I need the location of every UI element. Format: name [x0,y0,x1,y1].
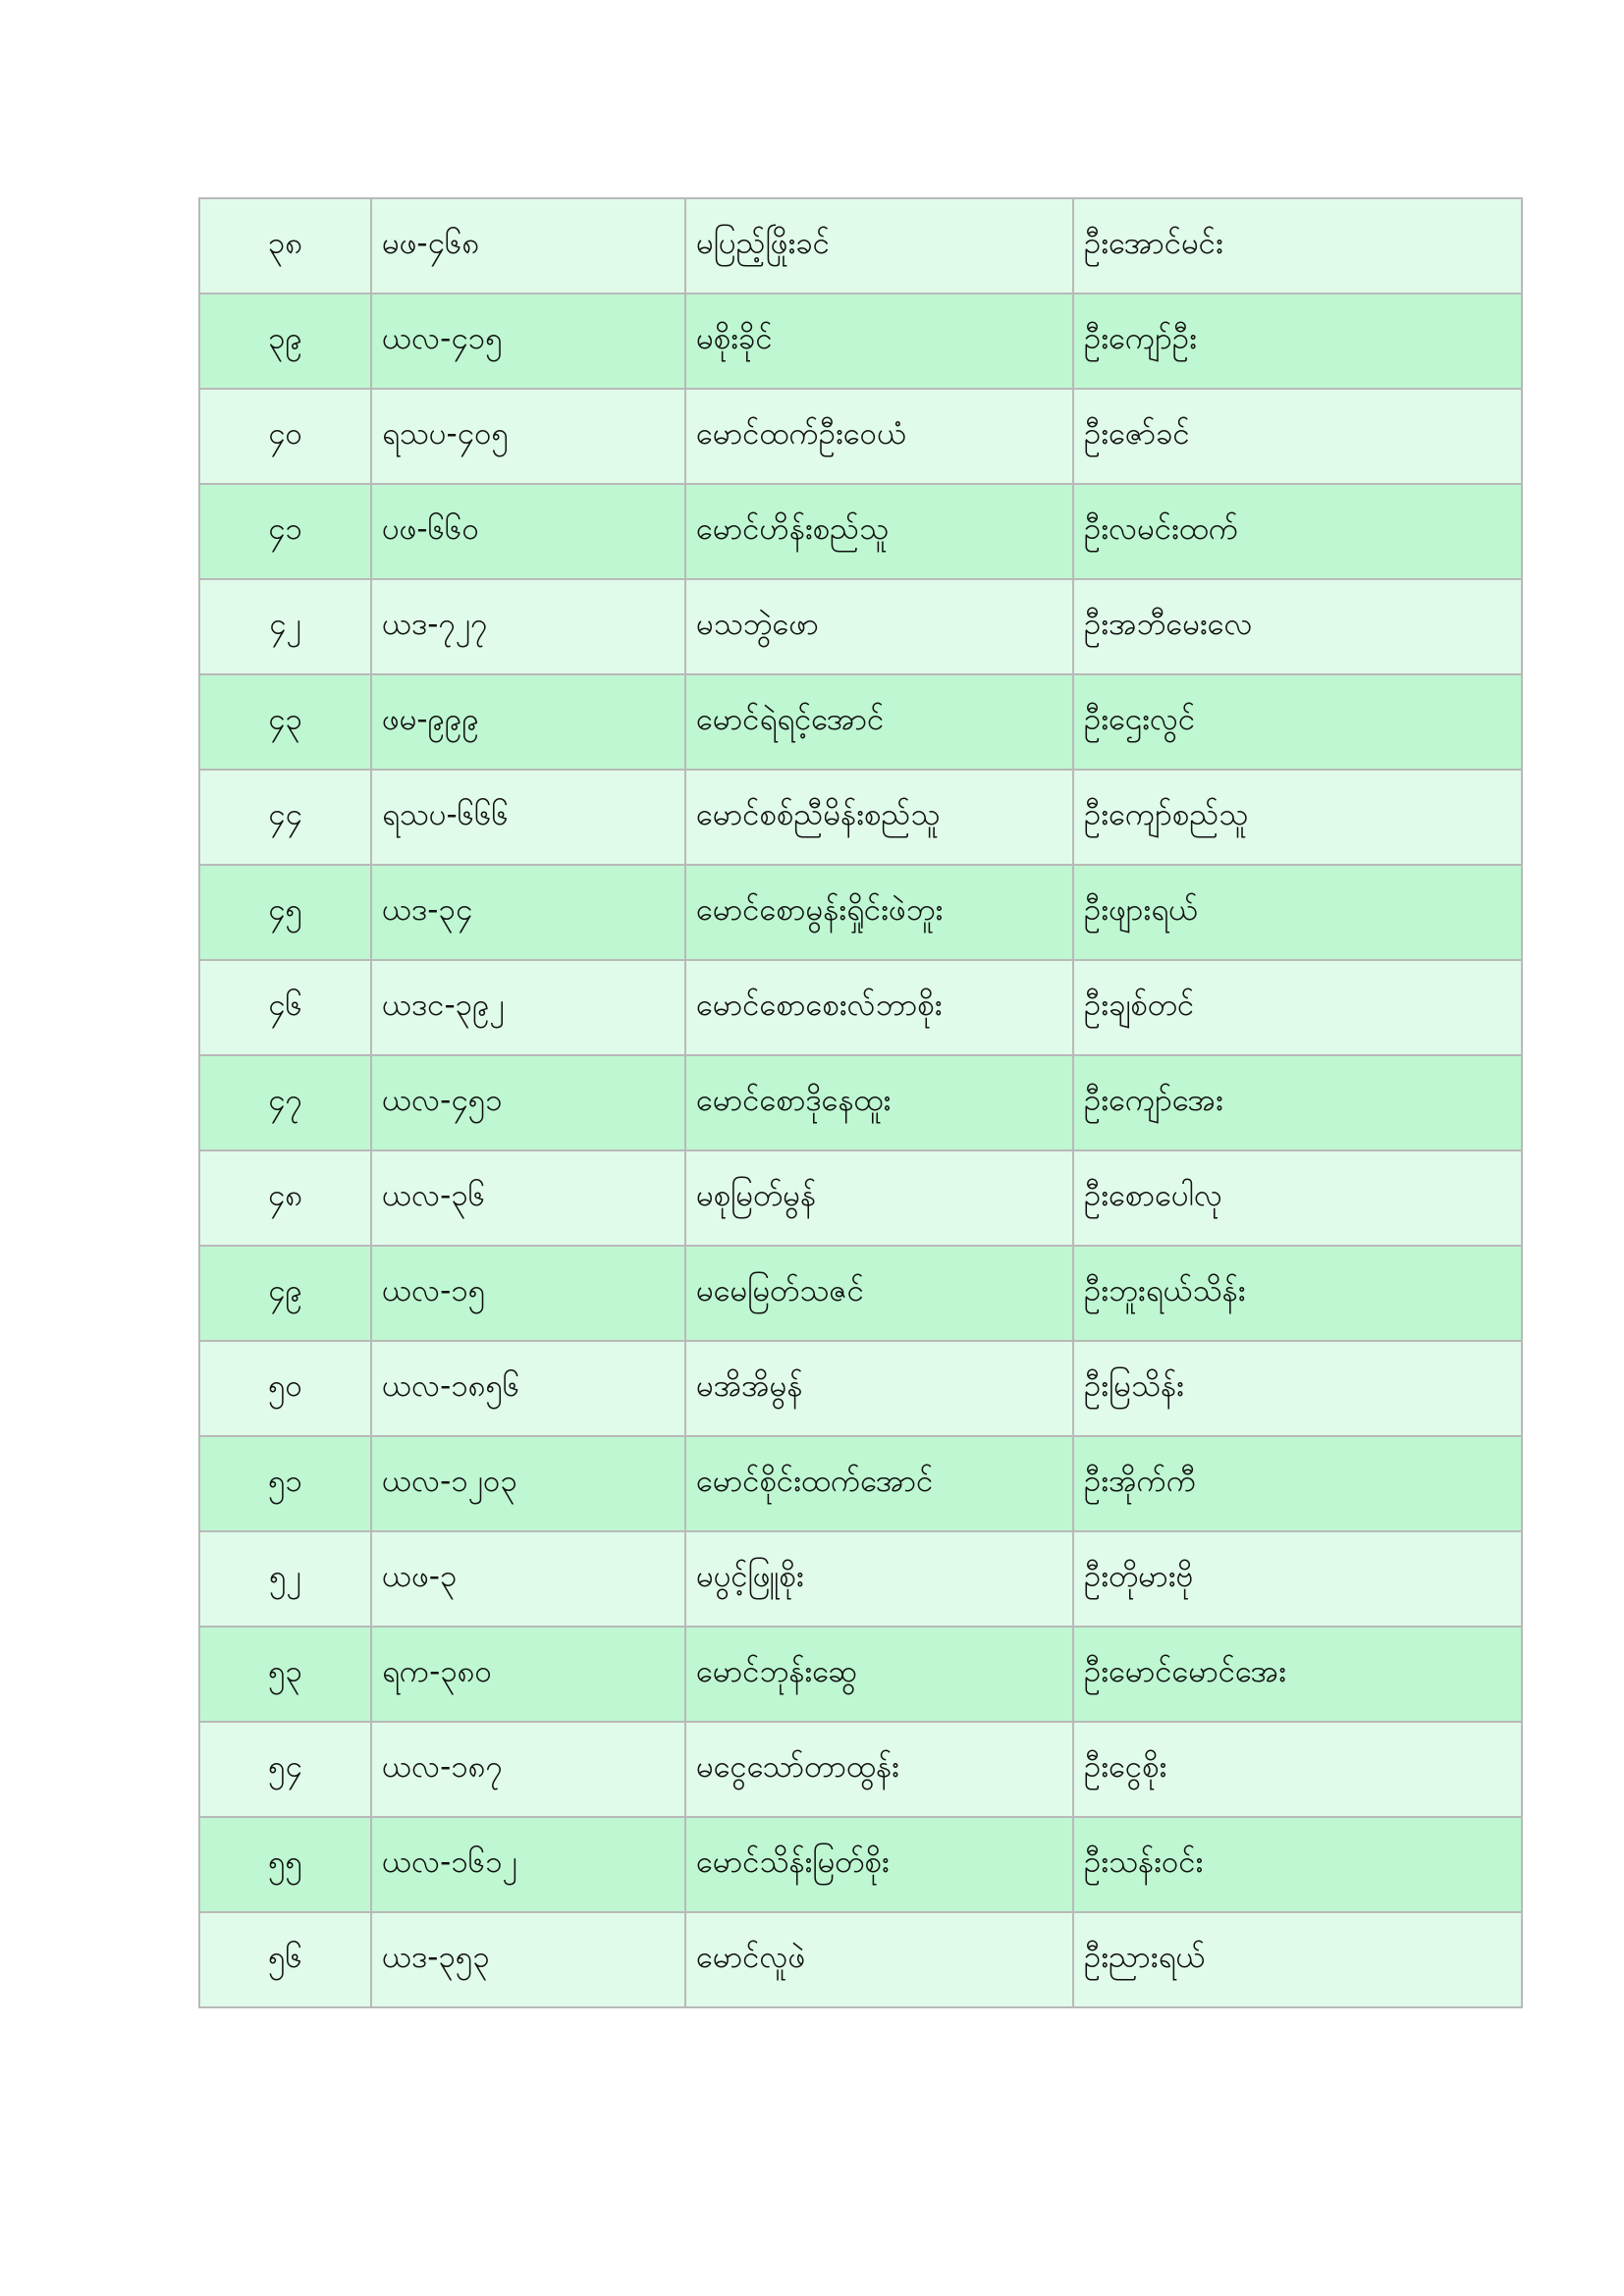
table-row [199,294,1522,389]
row-number: ၄၂ [199,579,371,674]
father-name: ဦးကျော်စည်သူ [1073,770,1522,865]
student-name: မောင်ဘုန်းဆွေ [685,1627,1073,1722]
father-name: ဦးစောပေါလု [1073,1150,1522,1246]
table-row [199,770,1522,865]
registration-code: ယဖ-၃ [371,1531,685,1627]
registration-code: ယဒ-၃၅၃ [371,1912,685,2007]
father-name: ဦးကျော်ဦး [1073,294,1522,389]
roster-body [199,198,1522,2007]
row-number: ၄၀ [199,389,371,484]
row-number: ၅၆ [199,1912,371,2007]
table-row [199,1341,1522,1436]
row-number: ၅၁ [199,1436,371,1531]
student-name: မောင်သိန်းမြတ်စိုး [685,1817,1073,1912]
table-row [199,674,1522,770]
table-row [199,579,1522,674]
student-name: မအိအိမွန် [685,1341,1073,1436]
registration-code: ပဖ-၆၆၀ [371,484,685,579]
father-name: ဦးမောင်မောင်အေး [1073,1627,1522,1722]
row-number: ၄၁ [199,484,371,579]
father-name: ဦးဘူးရယ်သိန်း [1073,1246,1522,1341]
student-name: မသဘွဲဖော [685,579,1073,674]
student-name: မမေမြတ်သဇင် [685,1246,1073,1341]
father-name: ဦးငွေစိုး [1073,1722,1522,1817]
table-row [199,1722,1522,1817]
father-name: ဦးဇော်ခင် [1073,389,1522,484]
father-name: ဦးအောင်မင်း [1073,198,1522,294]
student-name: မောင်ရဲရင့်အောင် [685,674,1073,770]
student-roster-table [198,197,1523,2008]
registration-code: ယလ-၁၅ [371,1246,685,1341]
table-row [199,1150,1522,1246]
registration-code: ရသပ-၆၆၆ [371,770,685,865]
table-row [199,1912,1522,2007]
row-number: ၄၈ [199,1150,371,1246]
student-name: မစုမြတ်မွန် [685,1150,1073,1246]
table-row [199,865,1522,960]
father-name: ဦးအဘီမေးလေ [1073,579,1522,674]
registration-code: ယဒ-၃၄ [371,865,685,960]
registration-code: ယလ-၃၆ [371,1150,685,1246]
table-row [199,1246,1522,1341]
row-number: ၄၆ [199,960,371,1055]
student-name: မောင်ဟိန်းစည်သူ [685,484,1073,579]
registration-code: ယလ-၁၈၇ [371,1722,685,1817]
father-name: ဦးဖျားရယ် [1073,865,1522,960]
student-name: မစိုးခိုင် [685,294,1073,389]
row-number: ၄၉ [199,1246,371,1341]
father-name: ဦးအိုက်ကီ [1073,1436,1522,1531]
row-number: ၅၀ [199,1341,371,1436]
registration-code: ယဒင-၃၉၂ [371,960,685,1055]
registration-code: ယလ-၁၆၁၂ [371,1817,685,1912]
row-number: ၃၈ [199,198,371,294]
registration-code: ယလ-၄၅၁ [371,1055,685,1150]
student-name: မောင်စောစေးလ်ဘာစိုး [685,960,1073,1055]
father-name: ဦးတိုမားဗို [1073,1531,1522,1627]
father-name: ဦးညားရယ် [1073,1912,1522,2007]
registration-code: ဖမ-၉၉၉ [371,674,685,770]
row-number: ၅၅ [199,1817,371,1912]
row-number: ၄၇ [199,1055,371,1150]
table-row [199,960,1522,1055]
row-number: ၄၄ [199,770,371,865]
row-number: ၅၃ [199,1627,371,1722]
father-name: ဦးမြသိန်း [1073,1341,1522,1436]
student-name: မောင်လူဖဲ [685,1912,1073,2007]
row-number: ၅၂ [199,1531,371,1627]
registration-code: ယလ-၁၈၅၆ [371,1341,685,1436]
registration-code: ယလ-၄၁၅ [371,294,685,389]
father-name: ဦးဌေးလွင် [1073,674,1522,770]
row-number: ၄၃ [199,674,371,770]
table-row [199,1531,1522,1627]
table-row [199,1055,1522,1150]
registration-code: ယဒ-၇၂၇ [371,579,685,674]
student-name: မောင်စစ်ညီမိန်းစည်သူ [685,770,1073,865]
student-name: မောင်စိုင်းထက်အောင် [685,1436,1073,1531]
table-row [199,484,1522,579]
student-name: မောင်စောမွန်းရှိုင်းဖဲဘူး [685,865,1073,960]
registration-code: ရက-၃၈၀ [371,1627,685,1722]
table-row [199,1436,1522,1531]
father-name: ဦးကျော်အေး [1073,1055,1522,1150]
student-name: မောင်ထက်ဦးဝေယံ [685,389,1073,484]
father-name: ဦးသန်းဝင်း [1073,1817,1522,1912]
student-name: မပွင့်ဖြူစိုး [685,1531,1073,1627]
table-row [199,389,1522,484]
table-row [199,1817,1522,1912]
registration-code: မဖ-၄၆၈ [371,198,685,294]
student-name: မောင်စောဒိုနေထူး [685,1055,1073,1150]
father-name: ဦးလမင်းထက် [1073,484,1522,579]
registration-code: ရသပ-၄၀၅ [371,389,685,484]
row-number: ၃၉ [199,294,371,389]
father-name: ဦးချစ်တင် [1073,960,1522,1055]
registration-code: ယလ-၁၂၀၃ [371,1436,685,1531]
table-row [199,198,1522,294]
student-name: မငွေသော်တာထွန်း [685,1722,1073,1817]
row-number: ၅၄ [199,1722,371,1817]
row-number: ၄၅ [199,865,371,960]
table-row [199,1627,1522,1722]
student-name: မပြည့်ဖြိုးခင် [685,198,1073,294]
